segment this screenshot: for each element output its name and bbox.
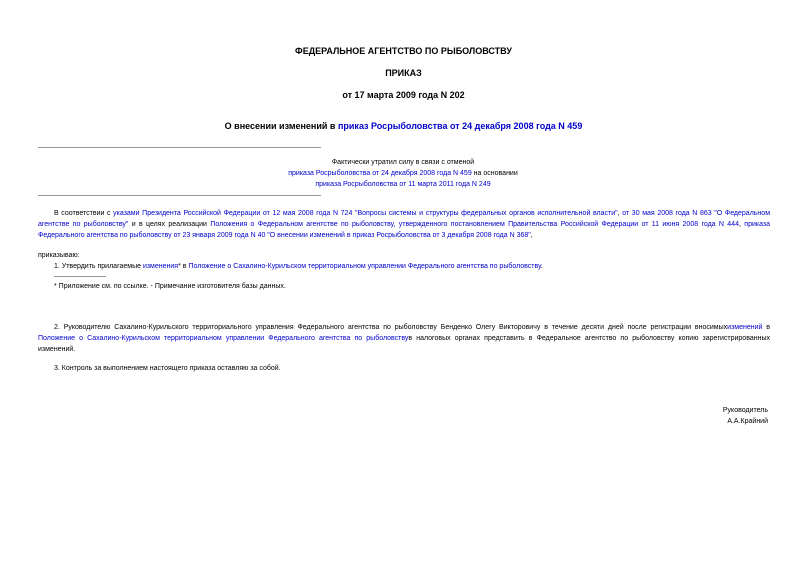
signature-name: А.А.Крайний — [727, 418, 768, 425]
item-1-text-1: 1. Утвердить прилагаемые — [54, 263, 143, 270]
item-1-text-3: . — [540, 263, 543, 270]
item-2 — [38, 322, 770, 355]
order-40-link[interactable]: приказа Федерального агентства по рыболовству от 23 января 2009 года N 40 "О внесении изменений в приказ Росрыболовства от 3 декабря 2008 года N 368" — [38, 221, 771, 239]
item-2-text-2: в — [762, 324, 770, 331]
order-word: приказываю: — [38, 252, 80, 259]
presidential-decree-724-link[interactable]: указами Президента Российской Федерации от 12 мая 2008 года N 724 "Вопросы системы и структуры федеральных органов исполнительной власти" — [113, 210, 618, 217]
amendments-link[interactable]: изменения — [142, 263, 179, 270]
sakhalin-regulation-link[interactable]: Положение о Сахалино-Курильском территориальном управлении Федерального агентства по рыболовству — [188, 263, 541, 270]
preamble-text-3: и в целях реализации — [128, 221, 211, 228]
status-note-line3 — [180, 179, 626, 190]
footnote-rule — [54, 276, 106, 277]
preamble-text-5: , — [530, 232, 533, 239]
doc-title — [0, 121, 807, 132]
separator-bottom — [38, 195, 321, 196]
preamble-paragraph — [38, 208, 770, 241]
doc-title-link[interactable]: приказ Росрыболовства от 24 декабря 2008 года N 459 — [337, 121, 583, 131]
signature-role: Руководитель — [722, 407, 768, 414]
doc-title-prefix: О внесении изменений в — [224, 121, 338, 131]
item-2-amendments-link[interactable]: изменений — [727, 324, 763, 331]
doc-type: ПРИКАЗ — [385, 68, 422, 78]
item-1-text-2: * в — [178, 263, 189, 270]
item-2-regulation-link[interactable]: Положение о Сахалино-Курильском территориальном управлении Федерального агентства по рыболовству — [38, 335, 409, 342]
item-1 — [54, 261, 543, 272]
status-note-line1: Фактически утратил силу в связи с отменой — [331, 159, 475, 166]
separator-top — [38, 147, 321, 148]
agency-name: ФЕДЕРАЛЬНОЕ АГЕНТСТВО ПО РЫБОЛОВСТВУ — [295, 46, 512, 56]
preamble-text-1: В соответствии с — [54, 210, 114, 217]
status-note-line2-suffix: на основании — [471, 170, 518, 177]
regulation-444-link[interactable]: Положения о Федеральном агентстве по рыболовству, утвержденного постановлением Правительства Российской Федерации от 11 июня 2008 года N 444 — [210, 221, 739, 228]
repeal-order-link[interactable]: приказа Росрыболовства от 24 декабря 2008 года N 459 — [288, 170, 472, 177]
item-3: 3. Контроль за выполнением настоящего приказа оставляю за собой. — [54, 365, 281, 372]
preamble-text-4: , — [738, 221, 745, 228]
footnote: * Приложение см. по ссылке. - Примечание изготовителя базы данных. — [54, 283, 286, 290]
preamble-text-2: , — [617, 210, 623, 217]
item-2-text-3: в налоговых органах представить в Федеральное агентство по рыболовству копию зарегистрированных изменений. — [38, 335, 770, 353]
doc-date-number: от 17 марта 2009 года N 202 — [342, 90, 465, 100]
basis-order-link[interactable]: приказа Росрыболовства от 11 марта 2011 года N 249 — [315, 181, 491, 188]
item-2-text-1: 2. Руководителю Сахалино-Курильского территориального управления Федерального агентства по рыболовству Бенденко Олегу Викторовичу в течение десяти дней после регистрации вносимых — [54, 324, 728, 331]
status-note-line2 — [180, 168, 626, 179]
decree-863-link[interactable]: от 30 мая 2008 года N 863 "О Федеральном агентстве по рыболовству" — [38, 210, 771, 228]
